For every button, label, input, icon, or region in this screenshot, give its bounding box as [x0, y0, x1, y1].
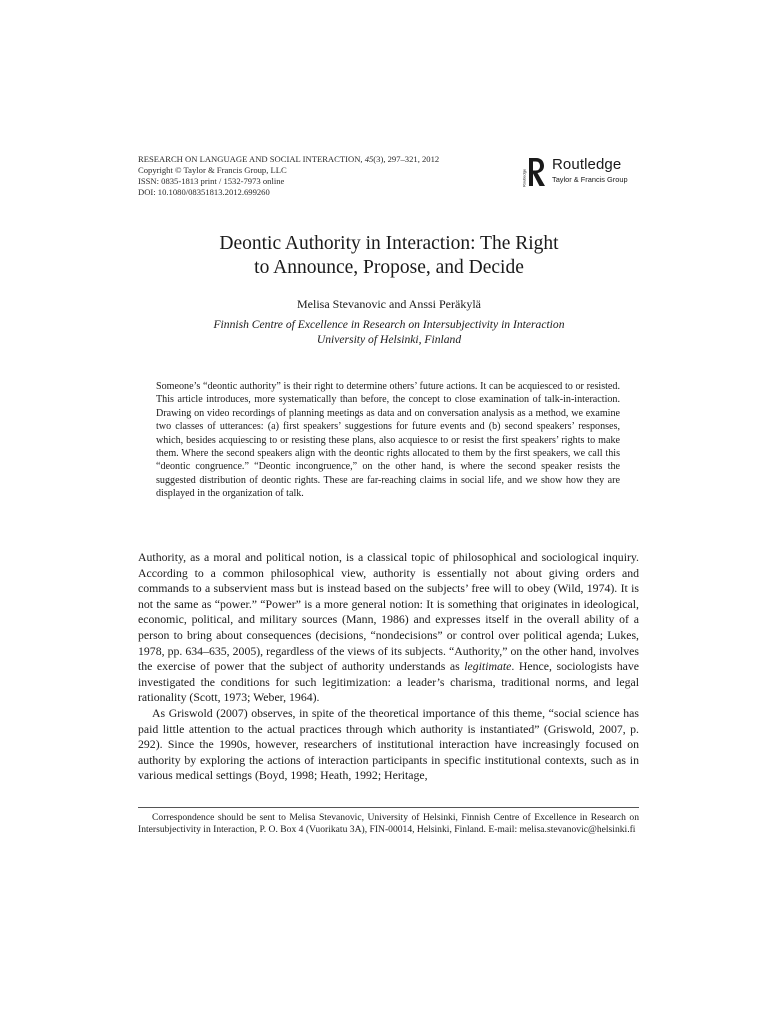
author-affiliation: Finnish Centre of Excellence in Research on Intersubjectivity in Interaction University of Helsinki, Finland [213, 318, 565, 346]
journal-citation: RESEARCH ON LANGUAGE AND SOCIAL INTERACTION, 45(3), 297–321, 2012 [138, 154, 440, 164]
publisher-logo [522, 154, 642, 190]
journal-info [138, 154, 498, 198]
routledge-logo-icon [522, 154, 550, 190]
body-text [138, 550, 639, 784]
article-authors: Melisa Stevanovic and Anssi Peräkylä [297, 297, 481, 311]
journal-issn: ISSN: 0835-1813 print / 1532-7973 online [138, 176, 285, 186]
journal-volume: 45 [364, 154, 374, 164]
article-title: Deontic Authority in Interaction: The Right to Announce, Propose, and Decide [219, 233, 559, 278]
journal-doi: DOI: 10.1080/08351813.2012.699260 [138, 187, 270, 197]
logo-vertical-text: Routledge [521, 168, 527, 187]
journal-copyright: Copyright © Taylor & Francis Group, LLC [138, 165, 287, 175]
footnote-divider [138, 807, 639, 808]
publisher-name: Routledge [552, 156, 622, 173]
correspondence-footnote: Correspondence should be sent to Melisa Stevanovic, University of Helsinki, Finnish Centre of Excellence in Research on Intersubjectivity in Interaction, P. O. Box 4 (Vuorikatu 3A), FIN-00014, Helsinki, Finland. E-mail: melisa.stevanovic@helsinki.fi [138, 812, 639, 836]
body-paragraph: Authority, as a moral and political notion, is a classical topic of philosophical and sociological inquiry. According to a common philosophical view, authority is essentially not about giving orders and commands to a subservient mass but is instead based on the subjects’ free will to obey (Wild, 1974). It is not the same as “power.” “Power” is a more general notion: It is something that originates in ideological, economic, political, and military sources (Mann, 1986) and expresses itself in the overall ability of a person to bring about consequences (decisions, “nondecisions” or control over political agenda; Lukes, 1978, pp. 634–635, 2005), regardless of the views of its subjects. “Authority,” on the other hand, involves the exercise of power that the subject of authority understands as legitimate. Hence, sociologists have investigated the conditions for such legitimization: a leader’s charisma, traditional norms, and legal rationality (Scott, 1973; Weber, 1964). [138, 550, 639, 705]
body-paragraph: As Griswold (2007) observes, in spite of the theoretical importance of this theme, “social science has paid little attention to the actual practices through which authority is instantiated” (Griswold, 2007, p. 292). Since the 1990s, however, researchers of institutional interaction have increasingly focused on authority by exploring the actions of interaction participants in specific institutional contexts, such as in various medical settings (Boyd, 1998; Heath, 1992; Heritage, [138, 705, 639, 783]
publisher-group: Taylor & Francis Group [552, 175, 628, 184]
abstract: Someone’s “deontic authority” is their right to determine others’ future actions. It can be acquiesced to or resisted. This article introduces, more systematically than before, the concept to close examination of talk-in-interaction. Drawing on video recordings of planning meetings as data and on conversation analysis as a method, we examine two classes of utterances: (a) first speakers’ suggestions for future events and (b) second speakers’ responses, which, besides acquiescing to or resisting these plans, also acquiesce to or resist the first speakers’ rights to make them. Where the second speakers align with the deontic rights allocated to them by the first speakers, we call this “deontic congruence.” “Deontic incongruence,” on the other hand, is where the second speaker resists the suggested distribution of deontic rights. These are far-reaching claims in social life, and we show how they are displayed in the organization of talk. [156, 381, 620, 500]
